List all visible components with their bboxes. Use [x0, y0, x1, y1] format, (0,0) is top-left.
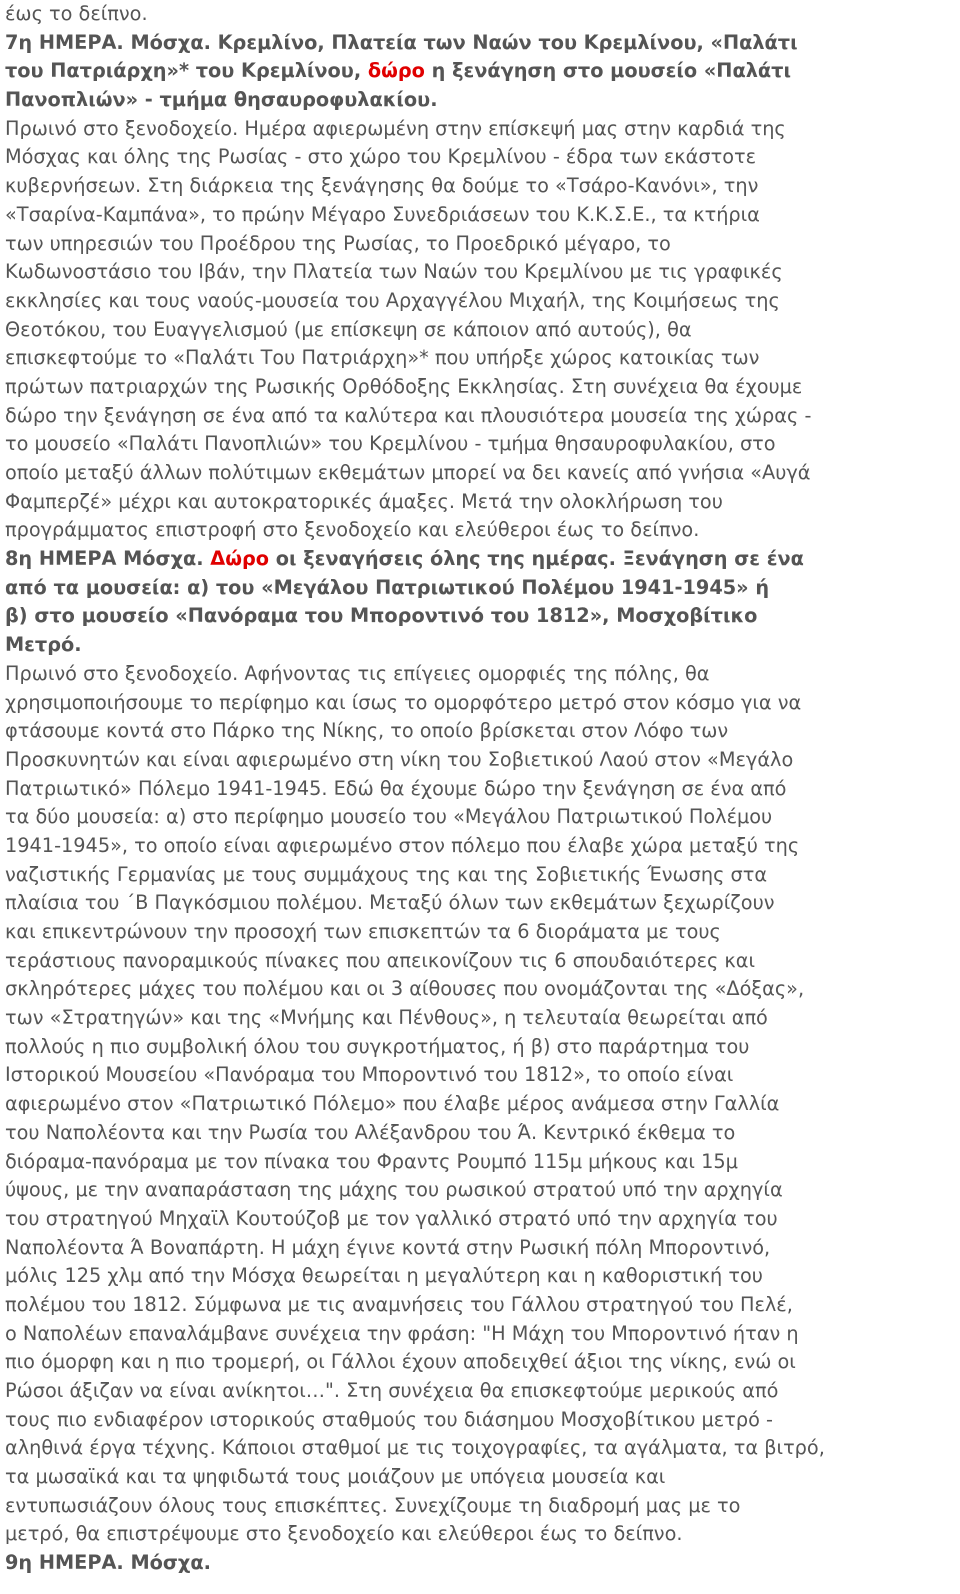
- text-segment: φτάσουμε κοντά στο Πάρκο της Νίκης, το οποίο βρίσκεται στον Λόφο των: [5, 719, 729, 743]
- body-text-line: [5, 717, 955, 746]
- day-heading-line: [5, 86, 955, 115]
- body-text-line: [5, 1148, 955, 1177]
- text-segment: Πανοπλιών» - τμήμα θησαυροφυλακίου.: [5, 88, 438, 112]
- gift-highlight: δώρο: [367, 59, 425, 83]
- text-segment: σκληρότερες μάχες του πολέμου και οι 3 αίθουσες που ονομάζονται της «Δόξας»,: [5, 977, 805, 1001]
- body-text-line: [5, 287, 955, 316]
- text-segment: 1941-1945», το οποίο είναι αφιερωμένο στον πόλεμο που έλαβε χώρα μεταξύ της: [5, 833, 800, 857]
- text-segment: Προσκυνητών και είναι αφιερωμένο στη νίκη του Σοβιετικού Λαού στον «Μεγάλο: [5, 747, 794, 771]
- body-text-line: [5, 488, 955, 517]
- body-text-line: [5, 430, 955, 459]
- text-segment: 8η ΗΜΕΡΑ Μόσχα.: [5, 547, 211, 571]
- text-segment: Πρωινό στο ξενοδοχείο. Αφήνοντας τις επίγειες ομορφιές της πόλης, θα: [5, 661, 710, 685]
- text-segment: μόλις 125 χλμ από την Μόσχα θεωρείται η μεγαλύτερη και η καθοριστική του: [5, 1264, 763, 1288]
- body-text-line: [5, 0, 955, 29]
- body-text-line: [5, 344, 955, 373]
- text-segment: εντυπωσιάζουν όλους τους επισκέπτες. Συνεχίζουμε τη διαδρομή μας με το: [5, 1493, 741, 1517]
- text-segment: ύψους, με την αναπαράσταση της μάχης του ρωσικού στρατού υπό την αρχηγία: [5, 1178, 783, 1202]
- text-segment: διόραμα-πανόραμα με τον πίνακα του Φραντς Ρουμπό 115μ μήκους και 15μ: [5, 1149, 738, 1173]
- body-text-line: [5, 373, 955, 402]
- body-text-line: [5, 143, 955, 172]
- text-segment: Ιστορικού Μουσείου «Πανόραμα του Μποροντινό του 1812», το οποίο είναι: [5, 1063, 734, 1087]
- body-text-line: [5, 1176, 955, 1205]
- text-segment: προγράμματος επιστροφή στο ξενοδοχείο και ελεύθεροι έως το δείπνο.: [5, 518, 700, 542]
- body-text-line: [5, 689, 955, 718]
- gift-highlight: Δώρο: [210, 547, 270, 571]
- text-segment: «Τσαρίνα-Καμπάνα», το πρώην Μέγαρο Συνεδριάσεων του Κ.Κ.Σ.Ε., τα κτήρια: [5, 202, 760, 226]
- text-segment: πολλούς η πιο συμβολική όλου του συγκροτήματος, ή β) στο παράρτημα του: [5, 1034, 750, 1058]
- text-segment: από τα μουσεία: α) του «Μεγάλου Πατριωτικού Πολέμου 1941-1945» ή: [5, 575, 770, 599]
- text-segment: εκκλησίες και τους ναούς-μουσεία του Αρχαγγέλου Μιχαήλ, της Κοιμήσεως της: [5, 288, 780, 312]
- text-segment: οποίο μεταξύ άλλων πολύτιμων εκθεμάτων μπορεί να δει κανείς από γνήσια «Αυγά: [5, 461, 811, 484]
- text-segment: και επικεντρώνουν την προσοχή των επισκεπτών τα 6 διοράματα με τους: [5, 920, 721, 943]
- body-text-line: [5, 803, 955, 832]
- text-segment: δώρο την ξενάγηση σε ένα από τα καλύτερα και πλουσιότερα μουσεία της χώρας -: [5, 403, 812, 427]
- text-segment: ο Ναπολέων επαναλάμβανε συνέχεια την φράση: "Η Μάχη του Μποροντινό ήταν η: [5, 1321, 799, 1345]
- text-segment: ναζιστικής Γερμανίας με τους συμμάχους της και της Σοβιετικής Ένωσης στα: [5, 862, 768, 886]
- day-heading-line: [5, 631, 955, 660]
- day-heading-line: [5, 602, 955, 631]
- body-text-line: [5, 1262, 955, 1291]
- body-text-line: [5, 775, 955, 804]
- text-segment: η ξενάγηση στο μουσείο «Παλάτι: [424, 59, 791, 83]
- text-segment: χρησιμοποιήσουμε το περίφημο και ίσως το ομορφότερο μετρό στον κόσμο για να: [5, 690, 802, 714]
- text-segment: τους πιο ενδιαφέρον ιστορικούς σταθμούς του διάσημου Μοσχοβίτικου μετρό -: [5, 1407, 773, 1431]
- text-segment: τα μωσαϊκά και τα ψηφιδωτά τους μοιάζουν με υπόγεια μουσεία και: [5, 1465, 666, 1489]
- body-text-line: [5, 1348, 955, 1377]
- day-heading-line: [5, 574, 955, 603]
- body-text-line: [5, 975, 955, 1004]
- day-heading-line: [5, 57, 955, 86]
- body-text-line: [5, 516, 955, 545]
- body-text-line: [5, 1090, 955, 1119]
- body-text-line: [5, 947, 955, 976]
- body-text-line: [5, 889, 955, 918]
- text-segment: των «Στρατηγών» και της «Μνήμης και Πένθους», η τελευταία θεωρείται από: [5, 1006, 768, 1030]
- body-text-line: [5, 230, 955, 259]
- day-heading-line: [5, 29, 955, 58]
- text-segment: Μετρό.: [5, 633, 82, 657]
- text-segment: των υπηρεσιών του Προέδρου της Ρωσίας, το Προεδρικό μέγαρο, το: [5, 231, 671, 255]
- text-segment: 7η ΗΜΕΡΑ. Μόσχα. Κρεμλίνο, Πλατεία των Ναών του Κρεμλίνου, «Παλάτι: [5, 30, 798, 54]
- body-text-line: [5, 1406, 955, 1435]
- body-text-line: [5, 1004, 955, 1033]
- text-segment: του Πατριάρχη»* του Κρεμλίνου,: [5, 59, 368, 83]
- text-segment: πιο όμορφη και η πιο τρομερή, οι Γάλλοι έχουν αποδειχθεί άξιοι της νίκης, ενώ οι: [5, 1350, 796, 1374]
- text-segment: οι ξεναγήσεις όλης της ημέρας. Ξενάγηση σε ένα: [269, 547, 804, 571]
- body-text-line: [5, 1291, 955, 1320]
- text-segment: πρώτων πατριαρχών της Ρωσικής Ορθόδοξης Εκκλησίας. Στη συνέχεια θα έχουμε: [5, 374, 803, 398]
- body-text-line: [5, 746, 955, 775]
- text-segment: 9η ΗΜΕΡΑ. Μόσχα.: [5, 1551, 211, 1575]
- body-text-line: [5, 402, 955, 431]
- text-segment: το μουσείο «Παλάτι Πανοπλιών» του Κρεμλίνου - τμήμα θησαυροφυλακίου, στο: [5, 432, 776, 456]
- text-segment: β) στο μουσείο «Πανόραμα του Μποροντινό του 1812», Μοσχοβίτικο: [5, 604, 758, 628]
- body-text-line: [5, 1320, 955, 1349]
- day-heading-line: [5, 545, 955, 574]
- body-text-line: [5, 918, 955, 947]
- body-text-line: [5, 660, 955, 689]
- text-segment: κυβερνήσεων. Στη διάρκεια της ξενάγησης θα δούμε το «Τσάρο-Κανόνι», την: [5, 174, 759, 198]
- text-segment: τεράστιους πανοραμικούς πίνακες που απεικονίζουν τις 6 σπουδαιότερες και: [5, 948, 756, 972]
- body-text-line: [5, 115, 955, 144]
- body-text-line: [5, 1061, 955, 1090]
- text-segment: πολέμου του 1812. Σύμφωνα με τις αναμνήσεις του Γάλλου στρατηγού του Πελέ,: [5, 1292, 793, 1316]
- body-text-line: [5, 832, 955, 861]
- body-text-line: [5, 1463, 955, 1492]
- body-text-line: [5, 1033, 955, 1062]
- text-segment: Ναπολέοντα Ά Βοναπάρτη. Η μάχη έγινε κοντά στην Ρωσική πόλη Μποροντινό,: [5, 1235, 771, 1259]
- body-text-line: [5, 1205, 955, 1234]
- body-text-line: [5, 172, 955, 201]
- text-segment: Κωδωνοστάσιο του Ιβάν, την Πλατεία των Ναών του Κρεμλίνου με τις γραφικές: [5, 260, 783, 284]
- text-segment: του στρατηγού Μηχαϊλ Κουτούζοβ με τον γαλλικό στρατό υπό την αρχηγία του: [5, 1206, 778, 1230]
- body-text-line: [5, 1520, 955, 1549]
- text-segment: Θεοτόκου, του Ευαγγελισμού (με επίσκεψη σε κάποιον από αυτούς), θα: [5, 317, 692, 341]
- body-text-line: [5, 1234, 955, 1263]
- text-segment: έως το δείπνο.: [5, 2, 148, 25]
- body-text-line: [5, 316, 955, 345]
- text-segment: Μόσχας και όλης της Ρωσίας - στο χώρο του Κρεμλίνου - έδρα των εκάστοτε: [5, 145, 757, 169]
- body-text-line: [5, 1434, 955, 1463]
- text-segment: Πατριωτικό» Πόλεμο 1941-1945. Εδώ θα έχουμε δώρο την ξενάγηση σε ένα από: [5, 776, 787, 800]
- text-segment: αφιερωμένο στον «Πατριωτικό Πόλεμο» που έλαβε μέρος ανάμεσα στην Γαλλία: [5, 1092, 780, 1116]
- text-segment: Ρώσοι άξιζαν να είναι ανίκητοι…". Στη συνέχεια θα επισκεφτούμε μερικούς από: [5, 1379, 779, 1402]
- text-segment: επισκεφτούμε το «Παλάτι Του Πατριάρχη»* που υπήρξε χώρος κατοικίας των: [5, 346, 760, 370]
- body-text-line: [5, 258, 955, 287]
- text-segment: του Ναπολέοντα και την Ρωσία του Αλέξανδρου του Ά. Κεντρικό έκθεμα το: [5, 1120, 736, 1144]
- text-segment: πλαίσια του ΄Β Παγκόσμιου πολέμου. Μεταξύ όλων των εκθεμάτων ξεχωρίζουν: [5, 891, 775, 915]
- day-heading-line: [5, 1549, 955, 1578]
- text-segment: Πρωινό στο ξενοδοχείο. Ημέρα αφιερωμένη στην επίσκεψή μας στην καρδιά της: [5, 116, 786, 140]
- body-text-line: [5, 1119, 955, 1148]
- body-text-line: [5, 459, 955, 488]
- itinerary-document: [5, 0, 955, 1578]
- body-text-line: [5, 1492, 955, 1521]
- body-text-line: [5, 1377, 955, 1406]
- text-segment: αληθινά έργα τέχνης. Κάποιοι σταθμοί με τις τοιχογραφίες, τα αγάλματα, τα βιτρό,: [5, 1436, 825, 1460]
- body-text-line: [5, 201, 955, 230]
- text-segment: τα δύο μουσεία: α) στο περίφημο μουσείο του «Μεγάλου Πατριωτικού Πολέμου: [5, 805, 773, 829]
- text-segment: μετρό, θα επιστρέψουμε στο ξενοδοχείο και ελεύθεροι έως το δείπνο.: [5, 1522, 683, 1546]
- body-text-line: [5, 861, 955, 890]
- text-segment: Φαμπερζέ» μέχρι και αυτοκρατορικές άμαξες. Μετά την ολοκλήρωση του: [5, 489, 723, 513]
